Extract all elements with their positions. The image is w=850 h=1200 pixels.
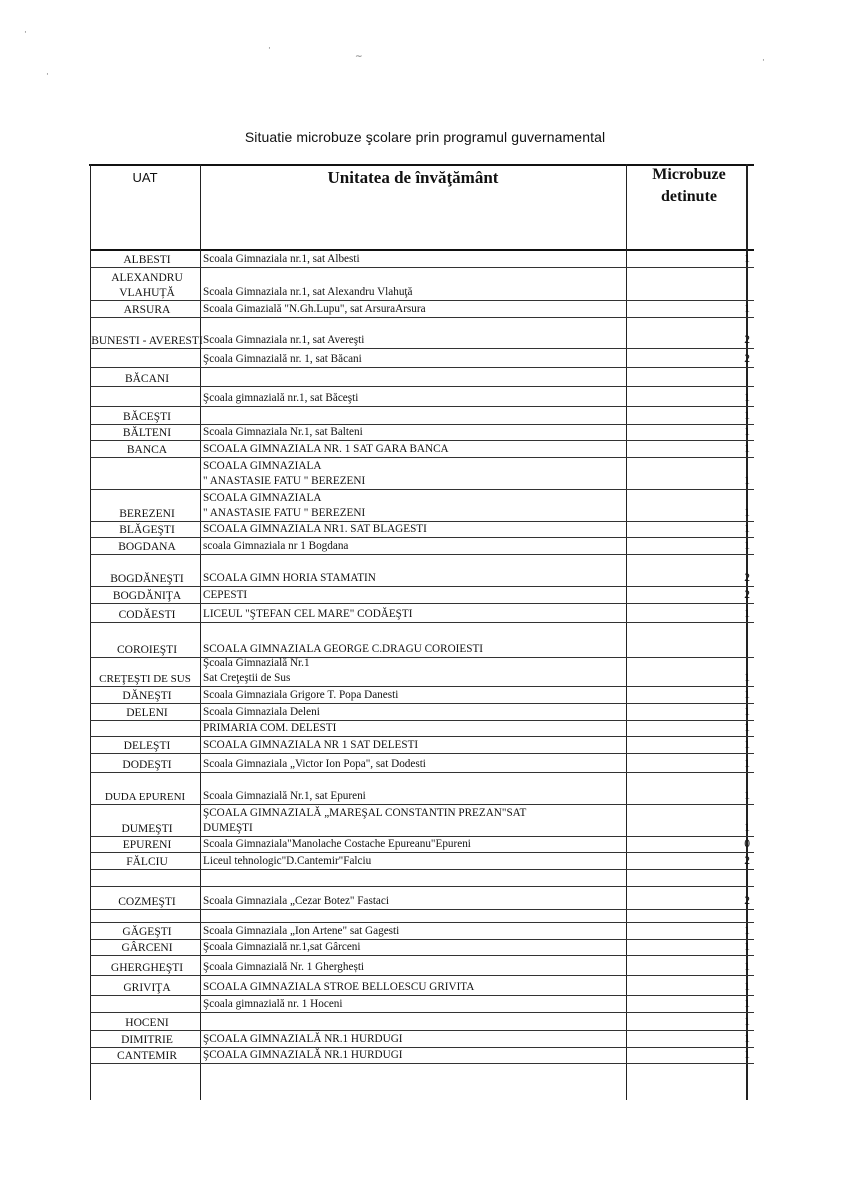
header-uat: UAT xyxy=(132,170,158,185)
count-cell: 1 xyxy=(744,739,750,751)
count-cell: 0 xyxy=(744,838,750,850)
school-cell: Scoala Gimnaziala „Ion Artene" sat Gagesti xyxy=(203,925,400,937)
table-row xyxy=(90,268,754,301)
school-cell: SCOALA GIMNAZIALA STROE BELLOESCU GRIVITA xyxy=(203,981,475,993)
count-cell: 1 xyxy=(744,689,750,701)
school-cell: SCOALA GIMNAZIALA " ANASTASIE FATU " BEREZENI xyxy=(203,492,366,519)
uat-cell: DELENI xyxy=(126,707,168,719)
uat-cell: COZMEŞTI xyxy=(118,896,176,908)
table-row xyxy=(90,870,754,887)
count-cell: 1 xyxy=(744,608,750,620)
table-row xyxy=(90,837,754,853)
table-row xyxy=(90,490,754,522)
school-cell: PRIMARIA COM. DELESTI xyxy=(203,722,337,734)
count-cell: 1 xyxy=(744,1033,750,1045)
count-cell: 1 xyxy=(744,961,750,973)
count-cell: 1 xyxy=(744,981,750,993)
table-row xyxy=(90,425,754,441)
school-cell: Şcoala Gimnazială nr. 1, sat Băcani xyxy=(203,353,362,365)
count-cell: 1 xyxy=(744,426,750,438)
count-cell: 1 xyxy=(744,758,750,770)
table-row xyxy=(90,458,754,490)
school-cell: Scoala Gimnaziala nr.1, sat Alexandru Vlahuţă xyxy=(203,286,413,298)
school-cell: Scoala Gimnazială Nr.1, sat Epureni xyxy=(203,790,366,802)
header-microbuze xyxy=(626,164,752,208)
table-row xyxy=(90,956,754,976)
table-row xyxy=(90,318,754,349)
count-cell: 1 xyxy=(744,706,750,718)
table-row xyxy=(90,923,754,940)
school-cell: Şcoala Gimnazială nr.1,sat Gârceni xyxy=(203,941,361,953)
count-cell: 2 xyxy=(744,572,750,584)
school-cell: Scoala Gimnaziala nr.1, sat Avereşti xyxy=(203,334,365,346)
table-row xyxy=(90,441,754,458)
table-row xyxy=(90,1013,754,1031)
uat-cell: BANCA xyxy=(126,444,168,456)
count-cell: 1 xyxy=(744,303,750,315)
table-row xyxy=(90,773,754,805)
school-cell: Liceul tehnologic"D.Cantemir"Falciu xyxy=(203,855,372,867)
table-row xyxy=(90,721,754,737)
table-row xyxy=(90,737,754,754)
school-cell: SCOALA GIMNAZIALA GEORGE C.DRAGU COROIESTI xyxy=(203,643,483,655)
uat-cell: DELEŞTI xyxy=(123,740,171,752)
count-cell: 1 xyxy=(744,672,750,684)
school-cell: SCOALA GIMNAZIALA NR. 1 SAT GARA BANCA xyxy=(203,443,449,455)
school-cell: SCOALA GIMNAZIALA NR 1 SAT DELESTI xyxy=(203,739,419,751)
count-cell: 2 xyxy=(744,589,750,601)
table-row xyxy=(90,1048,754,1064)
table-row xyxy=(90,387,754,407)
table-row xyxy=(90,623,754,658)
count-cell: 1 xyxy=(744,392,750,404)
school-cell: Scoala Gimnaziala „Cezar Botez" Fastaci xyxy=(203,895,389,907)
table-row xyxy=(90,976,754,996)
table-row xyxy=(90,555,754,587)
table-row xyxy=(90,940,754,956)
uat-cell: CANTEMIR xyxy=(116,1050,178,1062)
table-row xyxy=(90,910,754,923)
count-cell: 1 xyxy=(744,443,750,455)
table-row xyxy=(90,887,754,910)
header-unitate: Unitatea de învăţământ xyxy=(327,168,499,187)
count-cell: 2 xyxy=(744,334,750,346)
count-cell: 1 xyxy=(744,1049,750,1061)
uat-cell: COROIEŞTI xyxy=(116,644,178,656)
school-cell: CEPESTI xyxy=(203,589,248,601)
count-cell: 1 xyxy=(744,523,750,535)
uat-cell: GÂRCENI xyxy=(121,942,173,954)
table-row xyxy=(90,658,754,687)
microbuze-table xyxy=(90,164,754,1104)
table-row xyxy=(90,704,754,721)
uat-cell: GHERGHEŞTI xyxy=(110,962,184,974)
school-cell: Scoala Gimnaziala nr.1, sat Albesti xyxy=(203,253,360,265)
count-cell: 1 xyxy=(744,410,750,422)
table-row xyxy=(90,853,754,870)
school-cell: ŞCOALA GIMNAZIALĂ „MAREŞAL CONSTANTIN PREZAN"SAT DUMEŞTI xyxy=(203,807,527,834)
count-cell: 1 xyxy=(744,507,750,519)
uat-cell: DĂNEŞTI xyxy=(122,690,172,702)
count-cell: 2 xyxy=(744,895,750,907)
uat-cell: BĂCANI xyxy=(124,373,170,385)
count-cell: 1 xyxy=(744,1016,750,1028)
school-cell: Şcoala gimnazială nr. 1 Hoceni xyxy=(203,998,343,1010)
uat-cell: DUDA EPURENI xyxy=(104,791,186,803)
uat-cell: BLĂGEŞTI xyxy=(119,524,175,536)
school-cell: ŞCOALA GIMNAZIALĂ NR.1 HURDUGI xyxy=(203,1049,403,1061)
uat-cell: ARSURA xyxy=(123,304,171,316)
count-cell: 1 xyxy=(744,941,750,953)
uat-cell: HOCENI xyxy=(125,1017,169,1029)
school-cell: Scoala Gimnaziala Grigore T. Popa Danesti xyxy=(203,689,399,701)
table-row xyxy=(90,368,754,387)
school-cell: Şcoala gimnazială nr.1, sat Băceşti xyxy=(203,392,359,404)
page-title: Situatie microbuze şcolare prin programul guvernamental xyxy=(244,129,606,145)
uat-cell: BOGDĂNIŢA xyxy=(112,590,182,602)
header-microbuze-line1: Microbuze xyxy=(652,166,726,183)
count-cell: 1 xyxy=(744,925,750,937)
school-cell: Scoala Gimnaziala"Manolache Costache Epureanu"Epureni xyxy=(203,838,471,850)
uat-cell: EPURENI xyxy=(122,839,172,851)
uat-cell: GRIVIŢA xyxy=(123,982,171,994)
count-cell: 2 xyxy=(744,353,750,365)
header-microbuze-line2: detinute xyxy=(661,188,717,205)
count-cell: 1 xyxy=(744,253,750,265)
school-cell: Scoala Gimnaziala Nr.1, sat Balteni xyxy=(203,426,363,438)
table-row xyxy=(90,301,754,318)
school-cell: Scoala Gimnaziala „Victor Ion Popa", sat Dodesti xyxy=(203,758,426,770)
table-row xyxy=(90,1031,754,1048)
count-cell: 2 xyxy=(744,855,750,867)
uat-cell: BOGDANA xyxy=(118,541,176,553)
school-cell: Scoala Gimazială "N.Gh.Lupu", sat ArsuraArsura xyxy=(203,303,426,315)
count-cell: 1 xyxy=(744,790,750,802)
uat-cell: ALBESTI xyxy=(123,254,171,266)
count-cell: 1 xyxy=(744,475,750,487)
school-cell: SCOALA GIMNAZIALA " ANASTASIE FATU " BEREZENI xyxy=(203,460,366,487)
table-row xyxy=(90,522,754,538)
uat-cell: DODEŞTI xyxy=(122,759,172,771)
uat-cell: BOGDĂNEŞTI xyxy=(110,573,184,585)
table-row xyxy=(90,587,754,604)
uat-cell: GĂGEŞTI xyxy=(122,926,172,938)
table-row xyxy=(90,407,754,425)
uat-cell: BĂLTENI xyxy=(122,427,172,439)
table-row xyxy=(90,754,754,773)
uat-cell: BEREZENI xyxy=(119,508,175,520)
count-cell: 1 xyxy=(744,722,750,734)
table-row xyxy=(90,604,754,623)
uat-cell: FĂLCIU xyxy=(126,856,168,868)
uat-cell: CREŢEŞTI DE SUS xyxy=(99,673,191,685)
uat-cell: CODĂESTI xyxy=(118,609,176,621)
count-cell: 1 xyxy=(744,822,750,834)
table-row xyxy=(90,996,754,1013)
school-cell: SCOALA GIMN HORIA STAMATIN xyxy=(203,572,376,584)
school-cell: Şcoala Gimnazială Nr.1 Sat Creţeştii de Sus xyxy=(203,657,310,684)
table-row xyxy=(90,687,754,704)
uat-cell: DUMEŞTI xyxy=(121,823,173,835)
uat-cell: BĂCEŞTI xyxy=(123,411,171,423)
table-row xyxy=(90,805,754,837)
uat-cell: BUNESTI - AVERESTI xyxy=(91,335,203,347)
school-cell: Şcoala Gimnazială Nr. 1 Gherghești xyxy=(203,961,365,973)
table-row xyxy=(90,251,754,268)
table-row xyxy=(90,538,754,555)
uat-cell: DIMITRIE xyxy=(121,1034,173,1046)
school-cell: LICEUL "ŞTEFAN CEL MARE" CODĂEŞTI xyxy=(203,608,413,620)
school-cell: Scoala Gimnaziala Deleni xyxy=(203,706,320,718)
table-row xyxy=(90,349,754,368)
school-cell: ŞCOALA GIMNAZIALĂ NR.1 HURDUGI xyxy=(203,1033,403,1045)
school-cell: scoala Gimnaziala nr 1 Bogdana xyxy=(203,540,349,552)
school-cell: SCOALA GIMNAZIALA NR1. SAT BLAGESTI xyxy=(203,523,427,535)
row-divider xyxy=(90,1063,754,1064)
uat-cell: ALEXANDRU VLAHUȚĂ xyxy=(111,272,183,299)
count-cell: 1 xyxy=(744,540,750,552)
count-cell: 1 xyxy=(744,998,750,1010)
